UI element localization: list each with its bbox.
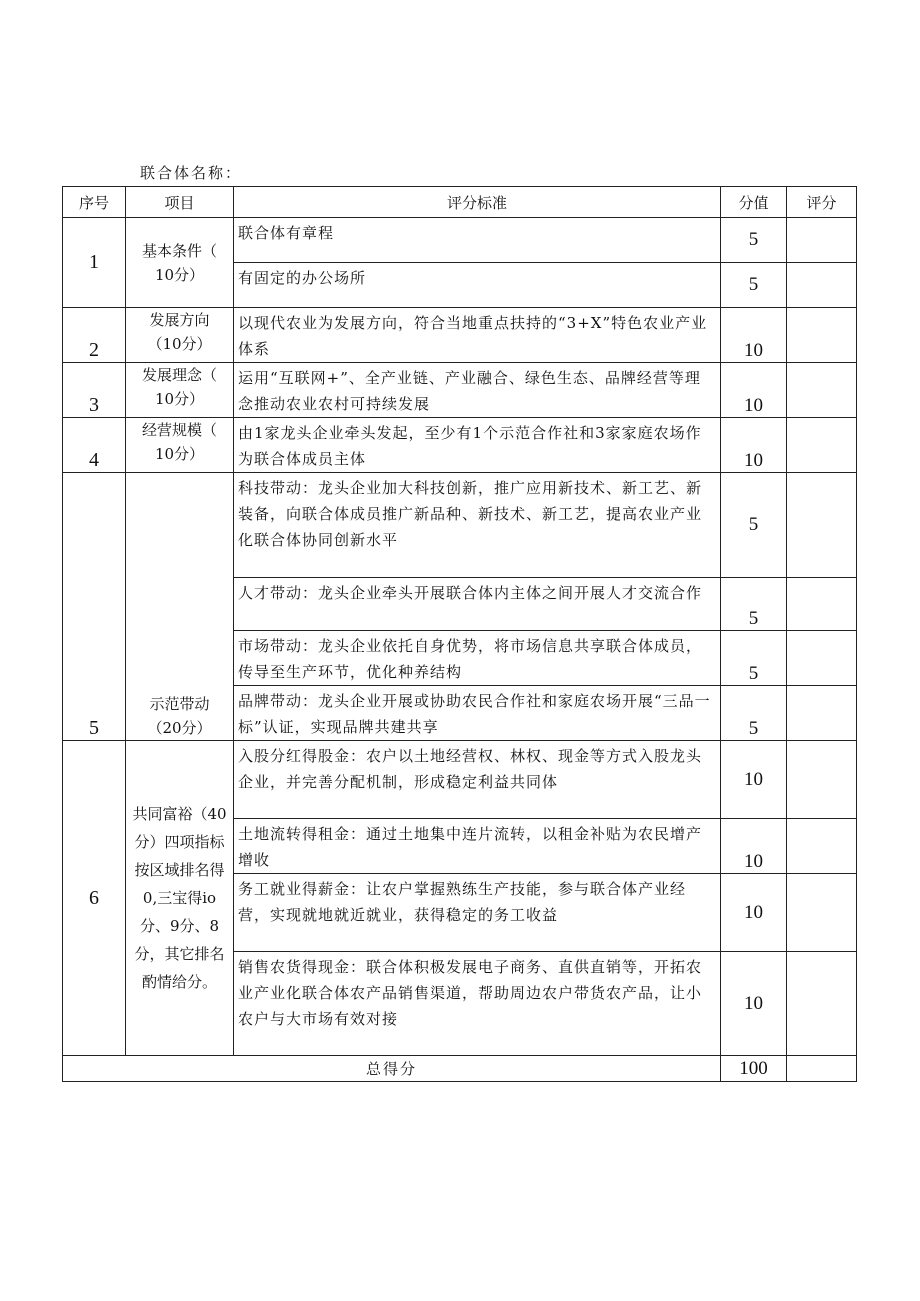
criteria-cell: 由1家龙头企业牵头发起，至少有1个示范合作社和3家家庭农场作为联合体成员主体 bbox=[234, 418, 721, 473]
col-header-project: 项目 bbox=[126, 187, 234, 218]
score-input-cell[interactable] bbox=[787, 819, 857, 874]
points-cell: 10 bbox=[721, 741, 787, 819]
score-input-cell[interactable] bbox=[787, 874, 857, 952]
score-input-cell[interactable] bbox=[787, 578, 857, 631]
project-line: 10分） bbox=[154, 445, 205, 463]
row-project bbox=[126, 363, 234, 418]
project-line: 基本条件（ bbox=[141, 241, 217, 260]
row-seq: 6 bbox=[63, 741, 126, 1056]
row-seq: 3 bbox=[63, 363, 126, 418]
table-row bbox=[63, 308, 857, 363]
project-line: （20分） bbox=[147, 719, 212, 737]
score-input-cell[interactable] bbox=[787, 741, 857, 819]
points-cell: 5 bbox=[721, 686, 787, 741]
project-line: 10分） bbox=[154, 390, 205, 408]
score-input-cell[interactable] bbox=[787, 363, 857, 418]
row-project bbox=[126, 308, 234, 363]
points-cell: 5 bbox=[721, 218, 787, 263]
score-input-cell[interactable] bbox=[787, 686, 857, 741]
score-input-cell[interactable] bbox=[787, 418, 857, 473]
row-seq: 5 bbox=[63, 473, 126, 741]
table-row bbox=[63, 418, 857, 473]
row-seq: 4 bbox=[63, 418, 126, 473]
project-line: 经营规模（ bbox=[141, 421, 217, 439]
scoring-table bbox=[62, 186, 857, 1082]
table-row bbox=[63, 741, 857, 819]
criteria-cell: 土地流转得租金：通过土地集中连片流转，以租金补贴为农民增产增收 bbox=[234, 819, 721, 874]
criteria-cell: 品牌带动：龙头企业开展或协助农民合作社和家庭农场开展“三品一标”认证，实现品牌共建共享 bbox=[234, 686, 721, 741]
total-row bbox=[63, 1056, 857, 1082]
union-name-label: 联合体名称： bbox=[140, 164, 243, 182]
project-line: 发展方向 bbox=[149, 311, 210, 329]
points-cell: 5 bbox=[721, 473, 787, 578]
project-line: 10分） bbox=[154, 265, 205, 284]
table-row bbox=[63, 363, 857, 418]
criteria-cell: 运用“互联网+”、全产业链、产业融合、绿色生态、品牌经营等理念推动农业农村可持续发展 bbox=[234, 363, 721, 418]
points-cell: 5 bbox=[721, 263, 787, 308]
points-cell: 10 bbox=[721, 308, 787, 363]
project-line: 发展理念（ bbox=[141, 366, 217, 384]
points-cell: 5 bbox=[721, 578, 787, 631]
points-cell: 5 bbox=[721, 631, 787, 686]
project-line: （10分） bbox=[147, 335, 212, 353]
row-project bbox=[126, 418, 234, 473]
total-points: 100 bbox=[721, 1056, 787, 1082]
score-input-cell[interactable] bbox=[787, 308, 857, 363]
row-seq: 2 bbox=[63, 308, 126, 363]
score-input-cell[interactable] bbox=[787, 631, 857, 686]
row-project bbox=[126, 473, 234, 741]
criteria-cell: 入股分红得股金：农户以土地经营权、林权、现金等方式入股龙头企业，并完善分配机制，形成稳定利益共同体 bbox=[234, 741, 721, 819]
project-line: 示范带动 bbox=[149, 695, 210, 713]
col-header-points: 分值 bbox=[721, 187, 787, 218]
table-row bbox=[63, 473, 857, 578]
score-input-cell[interactable] bbox=[787, 952, 857, 1056]
score-input-cell[interactable] bbox=[787, 263, 857, 308]
col-header-criteria: 评分标准 bbox=[234, 187, 721, 218]
criteria-cell: 务工就业得薪金：让农户掌握熟练生产技能，参与联合体产业经营，实现就地就近就业，获得稳定的务工收益 bbox=[234, 874, 721, 952]
score-input-cell[interactable] bbox=[787, 218, 857, 263]
criteria-cell: 有固定的办公场所 bbox=[234, 263, 721, 308]
criteria-cell: 人才带动：龙头企业牵头开展联合体内主体之间开展人才交流合作 bbox=[234, 578, 721, 631]
criteria-cell: 销售农货得现金：联合体积极发展电子商务、直供直销等，开拓农业产业化联合体农产品销售渠道，帮助周边农户带货农产品，让小农户与大市场有效对接 bbox=[234, 952, 721, 1056]
col-header-seq: 序号 bbox=[63, 187, 126, 218]
table-header-row bbox=[63, 187, 857, 218]
criteria-cell: 以现代农业为发展方向，符合当地重点扶持的“3+X”特色农业产业体系 bbox=[234, 308, 721, 363]
criteria-cell: 科技带动：龙头企业加大科技创新，推广应用新技术、新工艺、新装备，向联合体成员推广新品种、新技术、新工艺，提高农业产业化联合体协同创新水平 bbox=[234, 473, 721, 578]
total-label: 总得分 bbox=[63, 1056, 721, 1082]
score-input-cell[interactable] bbox=[787, 473, 857, 578]
points-cell: 10 bbox=[721, 952, 787, 1056]
points-cell: 10 bbox=[721, 363, 787, 418]
total-score-cell[interactable] bbox=[787, 1056, 857, 1082]
points-cell: 10 bbox=[721, 874, 787, 952]
criteria-cell: 市场带动：龙头企业依托自身优势，将市场信息共享联合体成员，传导至生产环节，优化种养结构 bbox=[234, 631, 721, 686]
points-cell: 10 bbox=[721, 418, 787, 473]
points-cell: 10 bbox=[721, 819, 787, 874]
col-header-score: 评分 bbox=[787, 187, 857, 218]
row-project bbox=[126, 218, 234, 308]
criteria-cell: 联合体有章程 bbox=[234, 218, 721, 263]
row-seq: 1 bbox=[63, 218, 126, 308]
table-row bbox=[63, 218, 857, 263]
row-project: 共同富裕（40分）四项指标按区域排名得0,三宝得io分、9分、8分，其它排名酌情给分。 bbox=[126, 741, 234, 1056]
